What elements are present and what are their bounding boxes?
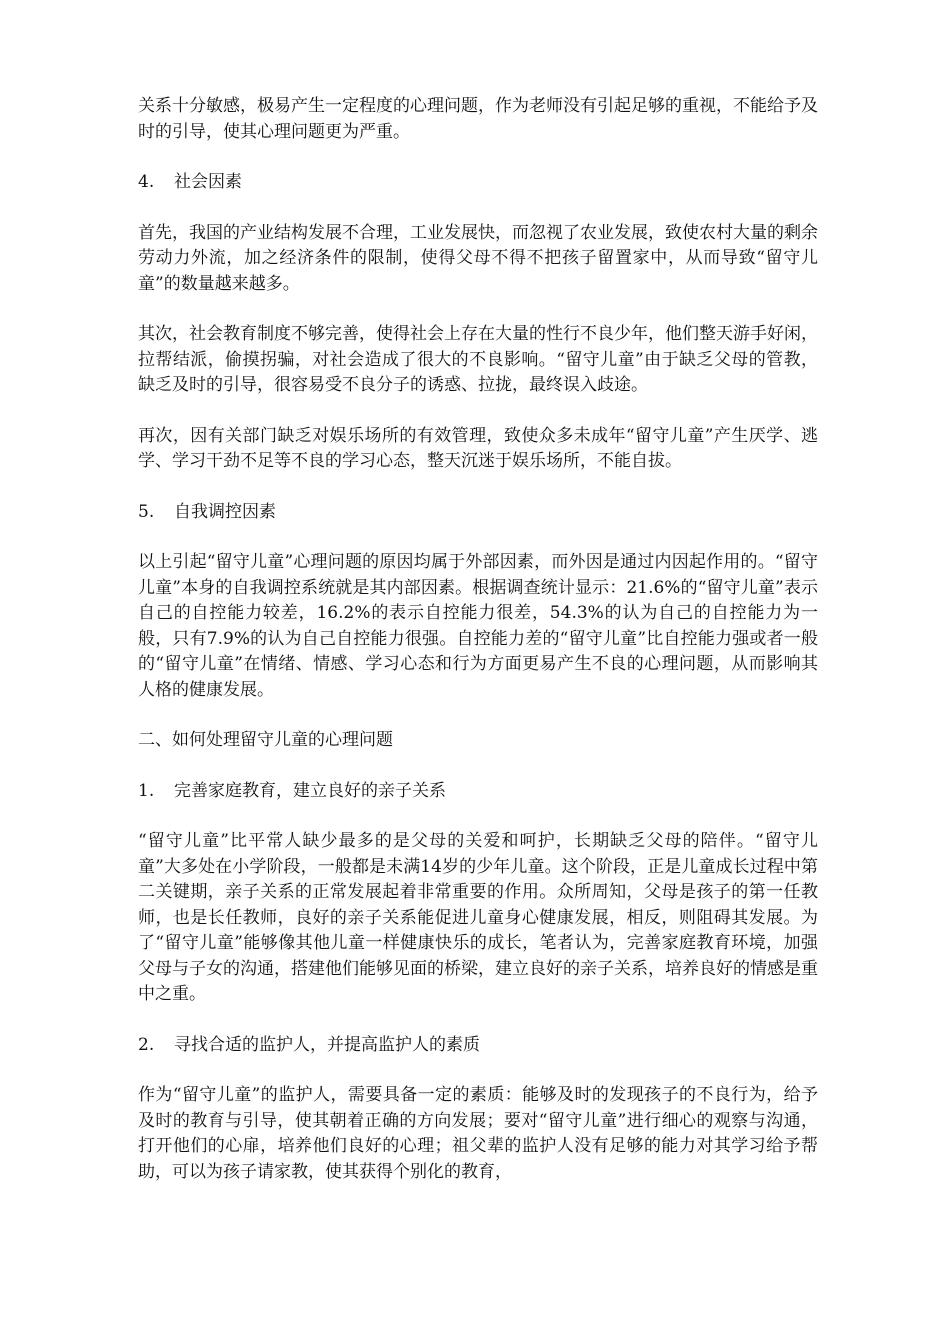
heading-number: 5. xyxy=(138,501,155,522)
paragraph-parent-child: “留守儿童”比平常人缺少最多的是父母的关爱和呵护，长期缺乏父母的陪伴。“留守儿童”大多处在小学阶段，一般都是未满14岁的少年儿童。这个阶段，正是儿童成长过程中第二关键期，亲子关系的正常发展起着非常重要的作用。众所周知，父母是孩子的第一任教师，也是长任教师，良好的亲子关系能促进儿童身心健康发展，相反，则阻碍其发展。为了“留守儿童”能够像其他儿童一样健康快乐的成长，笔者认为，完善家庭教育环境，加强父母与子女的沟通，搭建他们能够见面的桥梁，建立良好的亲子关系，培养良好的情感是重中之重。 xyxy=(138,831,818,1004)
heading-text: 寻找合适的监护人，并提高监护人的素质 xyxy=(174,1034,480,1055)
heading-family-education xyxy=(138,779,818,805)
heading-number: 2. xyxy=(138,1034,155,1055)
paragraph-social-education: 其次，社会教育制度不够完善，使得社会上存在大量的性行不良少年，他们整天游手好闲，拉帮结派，偷摸拐骗，对社会造成了很大的不良影响。“留守儿童”由于缺乏父母的管教，缺乏及时的引导，很容易受不良分子的诱惑、拉拢，最终误入歧途。 xyxy=(138,324,818,395)
heading-self-control xyxy=(138,500,818,526)
paragraph-guardian-quality: 作为“留守儿童”的监护人，需要具备一定的素质：能够及时的发现孩子的不良行为，给予及时的教育与引导，使其朝着正确的方向发展；要对“留守儿童”进行细心的观察与沟通，打开他们的心扉，培养他们良好的心理；祖父辈的监护人没有足够的能力对其学习给予帮助，可以为孩子请家教，使其获得个别化的教育， xyxy=(138,1085,818,1182)
heading-guardian xyxy=(138,1033,818,1059)
heading-social-factors xyxy=(138,170,818,196)
paragraph-industry-structure: 首先，我国的产业结构发展不合理，工业发展快，而忽视了农业发展，致使农村大量的剩余劳动力外流，加之经济条件的限制，使得父母不得不把孩子留置家中，从而导致“留守儿童”的数量越来越多。 xyxy=(138,222,818,294)
heading-text: 社会因素 xyxy=(174,172,242,192)
heading-text: 完善家庭教育，建立良好的亲子关系 xyxy=(174,780,446,801)
heading-number: 1. xyxy=(138,780,155,801)
section-title-handling: 二、如何处理留守儿童的心理问题 xyxy=(138,730,393,750)
heading-text: 自我调控因素 xyxy=(174,501,276,522)
paragraph-self-control-stats: 以上引起“留守儿童”心理问题的原因均属于外部因素，而外因是通过内因起作用的。“留守儿童”本身的自我调控系统就是其内部因素。根据调查统计显示：21.6%的“留守儿童”表示自己的自控能力较差，16.2%的表示自控能力很差，54.3%的认为自己的自控能力为一般，只有7.9%的认为自己自控能力很强。自控能力差的“留守儿童”比自控能力强或者一般的“留守儿童”在情绪、情感、学习心态和行为方面更易产生不良的心理问题，从而影响其人格的健康发展。 xyxy=(138,552,818,700)
document-page xyxy=(138,94,818,1210)
paragraph-teacher-neglect: 关系十分敏感，极易产生一定程度的心理问题，作为老师没有引起足够的重视，不能给予及时的引导，使其心理问题更为严重。 xyxy=(138,96,818,142)
paragraph-entertainment-venues: 再次，因有关部门缺乏对娱乐场所的有效管理，致使众多未成年“留守儿童”产生厌学、逃学、学习干劲不足等不良的学习心态，整天沉迷于娱乐场所，不能自拔。 xyxy=(138,425,818,471)
heading-number: 4. xyxy=(138,172,155,192)
